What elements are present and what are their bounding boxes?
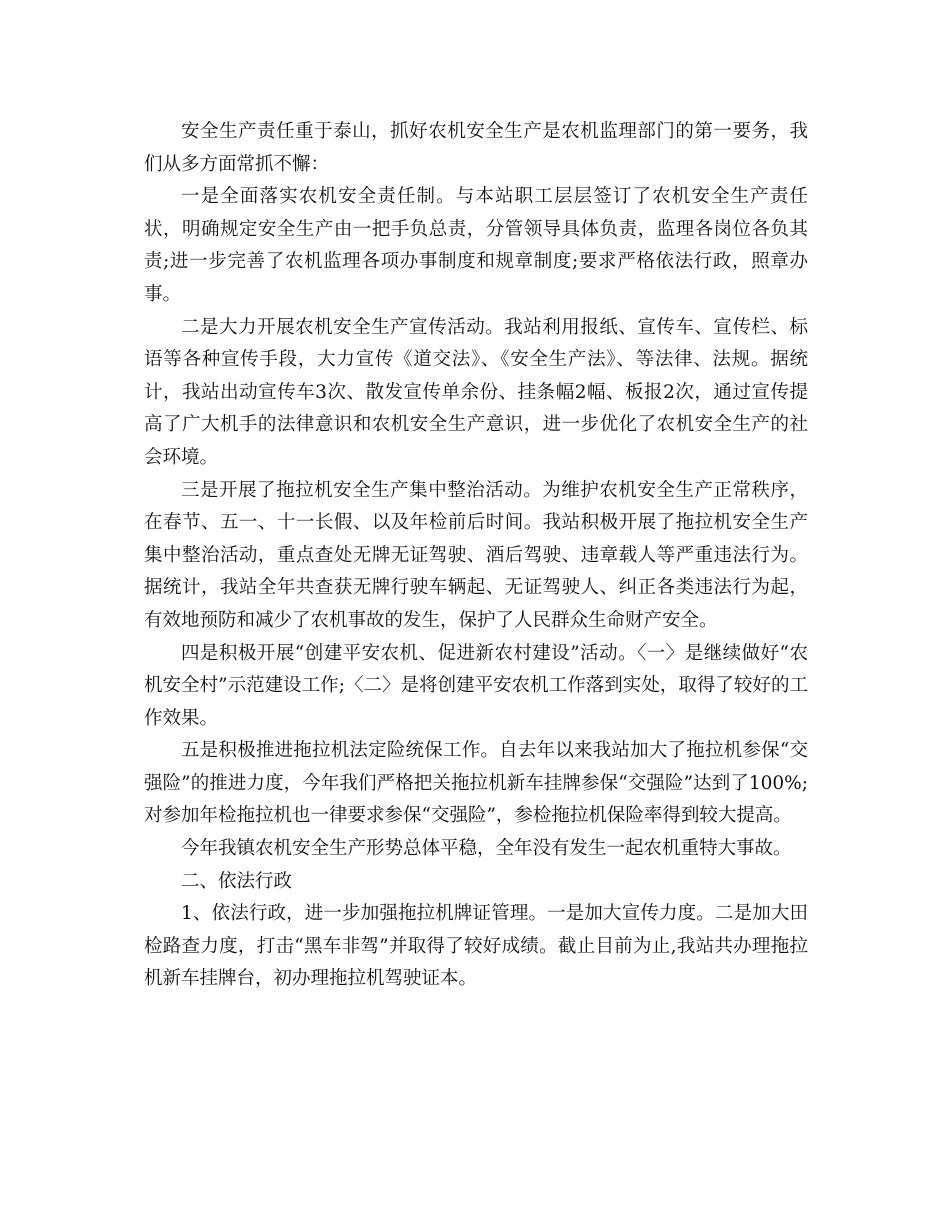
document-body [144, 116, 808, 996]
paragraph-rectification: 三是开展了拖拉机安全生产集中整治活动。为维护农机安全生产正常秩序，在春节、五一、十一长假、以及年检前后时间。我站积极开展了拖拉机安全生产集中整治活动，重点查处无牌无证驾驶、酒后驾驶、违章载人等严重违法行为。据统计，我站全年共查获无牌行驶车辆起、无证驾驶人、纠正各类违法行为起，有效地预防和减少了农机事故的发生，保护了人民群众生命财产安全。 [144, 479, 808, 631]
paragraph-publicity: 二是大力开展农机安全生产宣传活动。我站利用报纸、宣传车、宣传栏、标语等各种宣传手段，大力宣传《道交法》、《安全生产法》、等法律、法规。据统计，我站出动宣传车3次、散发宣传单余份、挂条幅2幅、板报2次，通过宣传提高了广大机手的法律意识和农机安全生产意识，进一步优化了农机安全生产的社会环境。 [144, 316, 808, 468]
paragraph-insurance: 五是积极推进拖拉机法定险统保工作。自去年以来我站加大了拖拉机参保“交强险”的推进力度，今年我们严格把关拖拉机新车挂牌参保“交强险”达到了100%;对参加年检拖拉机也一律要求参保“交强险”，参检拖拉机保险率得到较大提高。 [144, 740, 808, 827]
paragraph-licensing: 1、依法行政，进一步加强拖拉机牌证管理。一是加大宣传力度。二是加大田检路查力度，打击“黑车非驾”并取得了较好成绩。截止目前为止,我站共办理拖拉机新车挂牌台，初办理拖拉机驾驶证本。 [144, 903, 808, 990]
paragraph-safe-village: 四是积极开展“创建平安农机、促进新农村建设”活动。〈一〉是继续做好“农机安全村”示范建设工作;〈二〉是将创建平安农机工作落到实处，取得了较好的工作效果。 [144, 642, 808, 729]
paragraph-summary: 今年我镇农机安全生产形势总体平稳，全年没有发生一起农机重特大事故。 [181, 838, 792, 860]
section-heading: 二、依法行政 [181, 870, 293, 892]
paragraph-responsibility: 一是全面落实农机安全责任制。与本站职工层层签订了农机安全生产责任状，明确规定安全生产由一把手负总责，分管领导具体负责，监理各岗位各负其责;进一步完善了农机监理各项办事制度和规章制度;要求严格依法行政，照章办事。 [144, 186, 808, 305]
paragraph-intro: 安全生产责任重于泰山，抓好农机安全生产是农机监理部门的第一要务，我们从多方面常抓不懈： [144, 121, 808, 175]
